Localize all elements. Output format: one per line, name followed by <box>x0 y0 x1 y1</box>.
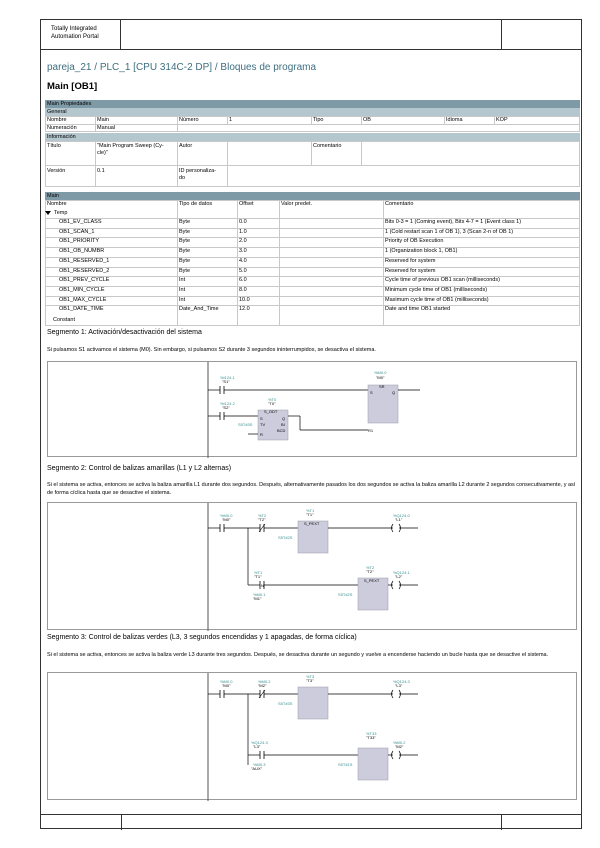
s1-q: Q <box>392 390 396 395</box>
numeracion-value: Manual <box>97 125 116 131</box>
row-offset: 2.0 <box>239 238 247 245</box>
s1-m0b: "M0" <box>376 375 385 380</box>
s2-st2b: S5T#2S <box>338 592 353 597</box>
row-comment: 1 (Cold restart scan 1 of OB 1), 3 (Scan 2-n of OB 1) <box>385 228 514 235</box>
s3-t33a: %T33 <box>366 731 377 736</box>
s3-m02b: "M2" <box>258 683 267 688</box>
nombre-value: Main <box>97 117 109 123</box>
header-divider <box>501 20 502 50</box>
row-offset: 4.0 <box>239 257 247 264</box>
id-label-1: ID personaliza- <box>179 168 216 174</box>
document-page <box>40 19 582 829</box>
segment-3-diagram <box>47 672 577 800</box>
segment-2-diagram <box>47 502 577 630</box>
collapse-triangle-icon[interactable] <box>45 211 51 215</box>
s2-n: N <box>261 583 264 588</box>
row-type: Byte <box>179 219 191 225</box>
row-offset: 1.0 <box>239 228 247 235</box>
s3-t3b: "T3" <box>306 678 314 683</box>
app-line-2: Automation Portal <box>51 34 99 40</box>
s2-t1a: %T1 <box>306 508 315 513</box>
segment-1-text: Si pulsamos S1 activamos el sistema (M0). Sin embargo, si pulsamos S2 durante 3 segundos ininterrumpidos, se desactiva el sistema. <box>47 347 376 353</box>
row-name: OB1_OB_NUMBR <box>59 248 105 255</box>
s1-bcd: BCD <box>277 428 286 433</box>
row-name: OB1_MAX_CYCLE <box>59 296 107 303</box>
row-type: Date_And_Time <box>179 306 219 313</box>
col-nombre: Nombre <box>47 201 67 207</box>
col-offset: Offset <box>239 201 254 207</box>
row-comment: Date and time OB1 started <box>385 306 451 313</box>
s2-m01: %M0.1 <box>253 592 266 597</box>
s1-r: R <box>260 432 263 437</box>
s2-m0a: %M0.0 <box>220 513 233 518</box>
col-tipo: Tipo de datos <box>179 201 213 207</box>
nombre-label: Nombre <box>47 117 67 123</box>
s3-m03a: %M0.3 <box>253 762 266 767</box>
numero-label: Número <box>179 117 199 123</box>
footer-divider-2 <box>501 815 502 830</box>
segment-1-title: Segmento 1: Activación/desactivación del sistema <box>47 329 202 336</box>
numero-value: 1 <box>229 117 233 123</box>
row-type: Int <box>179 296 186 303</box>
titulo-value-1: "Main Program Sweep (Cy- <box>97 143 164 149</box>
temp-label: Temp <box>54 210 68 216</box>
s2-l2b: "L2" <box>395 574 403 579</box>
row-comment: Minimum cycle time of OB1 (milliseconds) <box>385 286 488 293</box>
s3-l3b: "L3" <box>395 683 403 688</box>
s2-l1a: %Q124.0 <box>393 513 410 518</box>
segment-3-ladder <box>48 673 578 801</box>
row-offset: 5.0 <box>239 267 247 274</box>
general-bar: General <box>45 108 580 116</box>
s1-r1: R1 <box>368 428 374 433</box>
s2-t2c: %T2 <box>366 565 375 570</box>
s2-t1c: %T1 <box>254 570 263 575</box>
row-type: Byte <box>179 267 191 274</box>
row-comment: Priority of OB Execution <box>385 238 444 245</box>
s2-m01b: "M1" <box>253 596 262 601</box>
s1-c1b: "S1" <box>222 379 230 384</box>
row-offset: 6.0 <box>239 277 247 284</box>
segment-2-title: Segmento 2: Control de balizas amarillas (L1 y L2 alternas) <box>47 465 232 472</box>
row-type: Int <box>179 277 186 284</box>
comentario-label: Comentario <box>313 143 342 149</box>
s1-c2b: "S2" <box>222 405 230 410</box>
s1-t0a: %T0 <box>268 397 277 402</box>
row-type: Byte <box>179 257 191 264</box>
segment-3-title: Segmento 3: Control de balizas verdes (L3, 3 segundos encendidas y 1 apagadas, de forma cíclica) <box>47 634 357 641</box>
temp-row[interactable] <box>45 210 67 217</box>
row-comment: Reserved for system <box>385 267 436 274</box>
s1-sodt: S_ODT <box>264 409 278 414</box>
page-footer <box>41 814 581 829</box>
s1-s2: S <box>260 416 263 421</box>
row-name: OB1_EV_CLASS <box>59 219 102 225</box>
row-comment: Reserved for system <box>385 257 436 264</box>
info-bar: Información <box>45 133 580 141</box>
row-name: OB1_RESERVED_1 <box>59 257 110 264</box>
s3-l3a: %Q124.3 <box>393 679 410 684</box>
s2-m0b: "M0" <box>222 517 231 522</box>
row-name: OB1_MIN_CYCLE <box>59 286 105 293</box>
s3-t3a: %T3 <box>306 674 315 679</box>
row-comment: Maximum cycle time of OB1 (milliseconds) <box>385 296 489 303</box>
row-comment: Cycle time of previous OB1 scan (milliseconds) <box>385 277 500 284</box>
titulo-value-2: cle)" <box>97 150 108 156</box>
s1-c2a: %I124.2 <box>220 401 235 406</box>
tipo-value: OB <box>363 117 371 123</box>
s2-l1b: "L1" <box>395 517 403 522</box>
titulo-label: Título <box>47 143 61 149</box>
row-name: OB1_RESERVED_2 <box>59 267 110 274</box>
s2-l2a: %Q124.1 <box>393 570 410 575</box>
col-valor: Valor predet. <box>281 201 313 207</box>
props-section-bar: Main Propiedades <box>45 100 580 108</box>
s2-spext: S_PEXT <box>304 521 320 526</box>
s1-st: S5T#3S <box>238 422 253 427</box>
s2-t2d: "T2" <box>366 569 374 574</box>
row-type: Byte <box>179 248 191 255</box>
app-name <box>41 20 121 50</box>
s3-m03b: "AUX" <box>251 766 263 771</box>
row-offset: 12.0 <box>239 306 250 313</box>
s3-m0b: "M0" <box>222 683 231 688</box>
tipo-label: Tipo <box>313 117 324 123</box>
s2-spext2: S_PEXT <box>364 578 380 583</box>
s2-st2: S5T#2S <box>278 535 293 540</box>
s1-tv: TV <box>260 422 266 427</box>
row-comment: Bits 0-3 = 1 (Coming event), Bits 4-7 = 1 (Event class 1) <box>385 219 522 225</box>
row-offset: 8.0 <box>239 286 247 293</box>
footer-divider-1 <box>121 815 122 830</box>
row-name: OB1_PRIORITY <box>59 238 100 245</box>
page-title: pareja_21 / PLC_1 [CPU 314C-2 DP] / Bloques de programa <box>47 62 317 73</box>
idioma-label: Idioma <box>446 117 463 123</box>
s2-t2b: "T2" <box>258 517 266 522</box>
interface-bar: Main <box>45 192 580 200</box>
s2-t1b: "T1" <box>306 512 314 517</box>
s3-m2a: %M0.2 <box>393 740 406 745</box>
autor-label: Autor <box>179 143 193 149</box>
segment-1-ladder <box>48 362 578 458</box>
row-offset: 0.0 <box>239 219 247 225</box>
page-header <box>41 20 581 50</box>
row-name: OB1_DATE_TIME <box>59 306 104 313</box>
s1-bi: BI <box>281 422 285 427</box>
row-name: OB1_SCAN_1 <box>59 228 95 235</box>
s3-t33b: "T33" <box>366 735 376 740</box>
row-type: Byte <box>179 228 191 235</box>
row-type: Int <box>179 286 186 293</box>
s3-q3b: "L3" <box>253 744 261 749</box>
app-line-1: Totally Integrated <box>51 26 97 32</box>
constant-row: Constant <box>53 317 76 323</box>
s1-c1a: %I124.1 <box>220 375 235 380</box>
segment-2-text: Si el sistema se activa, entonces se activa la baliza amarilla L1 durante dos segundos. Después, alternativamente pasados los dos segundos se activa la baliza amarilla L2 durante 2 segundos consecutivamente, y así de forma cíclica hasta que se desactive el sistema. <box>47 482 576 496</box>
version-value: 0.1 <box>97 168 105 174</box>
version-label: Versión <box>47 168 66 174</box>
s3-m02a: %M0.2 <box>258 679 271 684</box>
s1-s: S <box>370 390 373 395</box>
row-offset: 10.0 <box>239 296 250 303</box>
segment-1-diagram <box>47 361 577 457</box>
s3-q3a: %Q124.3 <box>251 740 268 745</box>
s1-m0a: %M0.0 <box>374 370 387 375</box>
s1-sr: SR <box>379 384 385 389</box>
row-name: OB1_PREV_CYCLE <box>59 277 110 284</box>
s2-t1d: "T1" <box>254 574 262 579</box>
segment-2-ladder <box>48 503 578 631</box>
s3-st3: S5T#3S <box>278 701 293 706</box>
s3-m0a: %M0.0 <box>220 679 233 684</box>
idioma-value: KOP <box>496 117 508 123</box>
s1-q2: Q <box>282 416 286 421</box>
s3-st1: S5T#1S <box>338 762 353 767</box>
segment-3-text: Si el sistema se activa, entonces se activa la baliza verde L3 durante tres segundos. Después, se desactiva durante un segundo y vuelve a encenderse haciendo un bucle hasta que se desactive el sistema. <box>47 652 549 658</box>
numeracion-label: Numeración <box>47 125 77 131</box>
row-offset: 3.0 <box>239 248 247 255</box>
s3-m2b: "M2" <box>395 744 404 749</box>
s1-t0b: "T0" <box>268 401 276 406</box>
col-comentario: Comentario <box>385 201 414 207</box>
block-title: Main [OB1] <box>47 81 98 92</box>
s2-t2a: %T2 <box>258 513 267 518</box>
row-type: Byte <box>179 238 191 245</box>
row-comment: 1 (Organization block 1, OB1) <box>385 248 458 255</box>
id-label-2: do <box>179 175 186 181</box>
